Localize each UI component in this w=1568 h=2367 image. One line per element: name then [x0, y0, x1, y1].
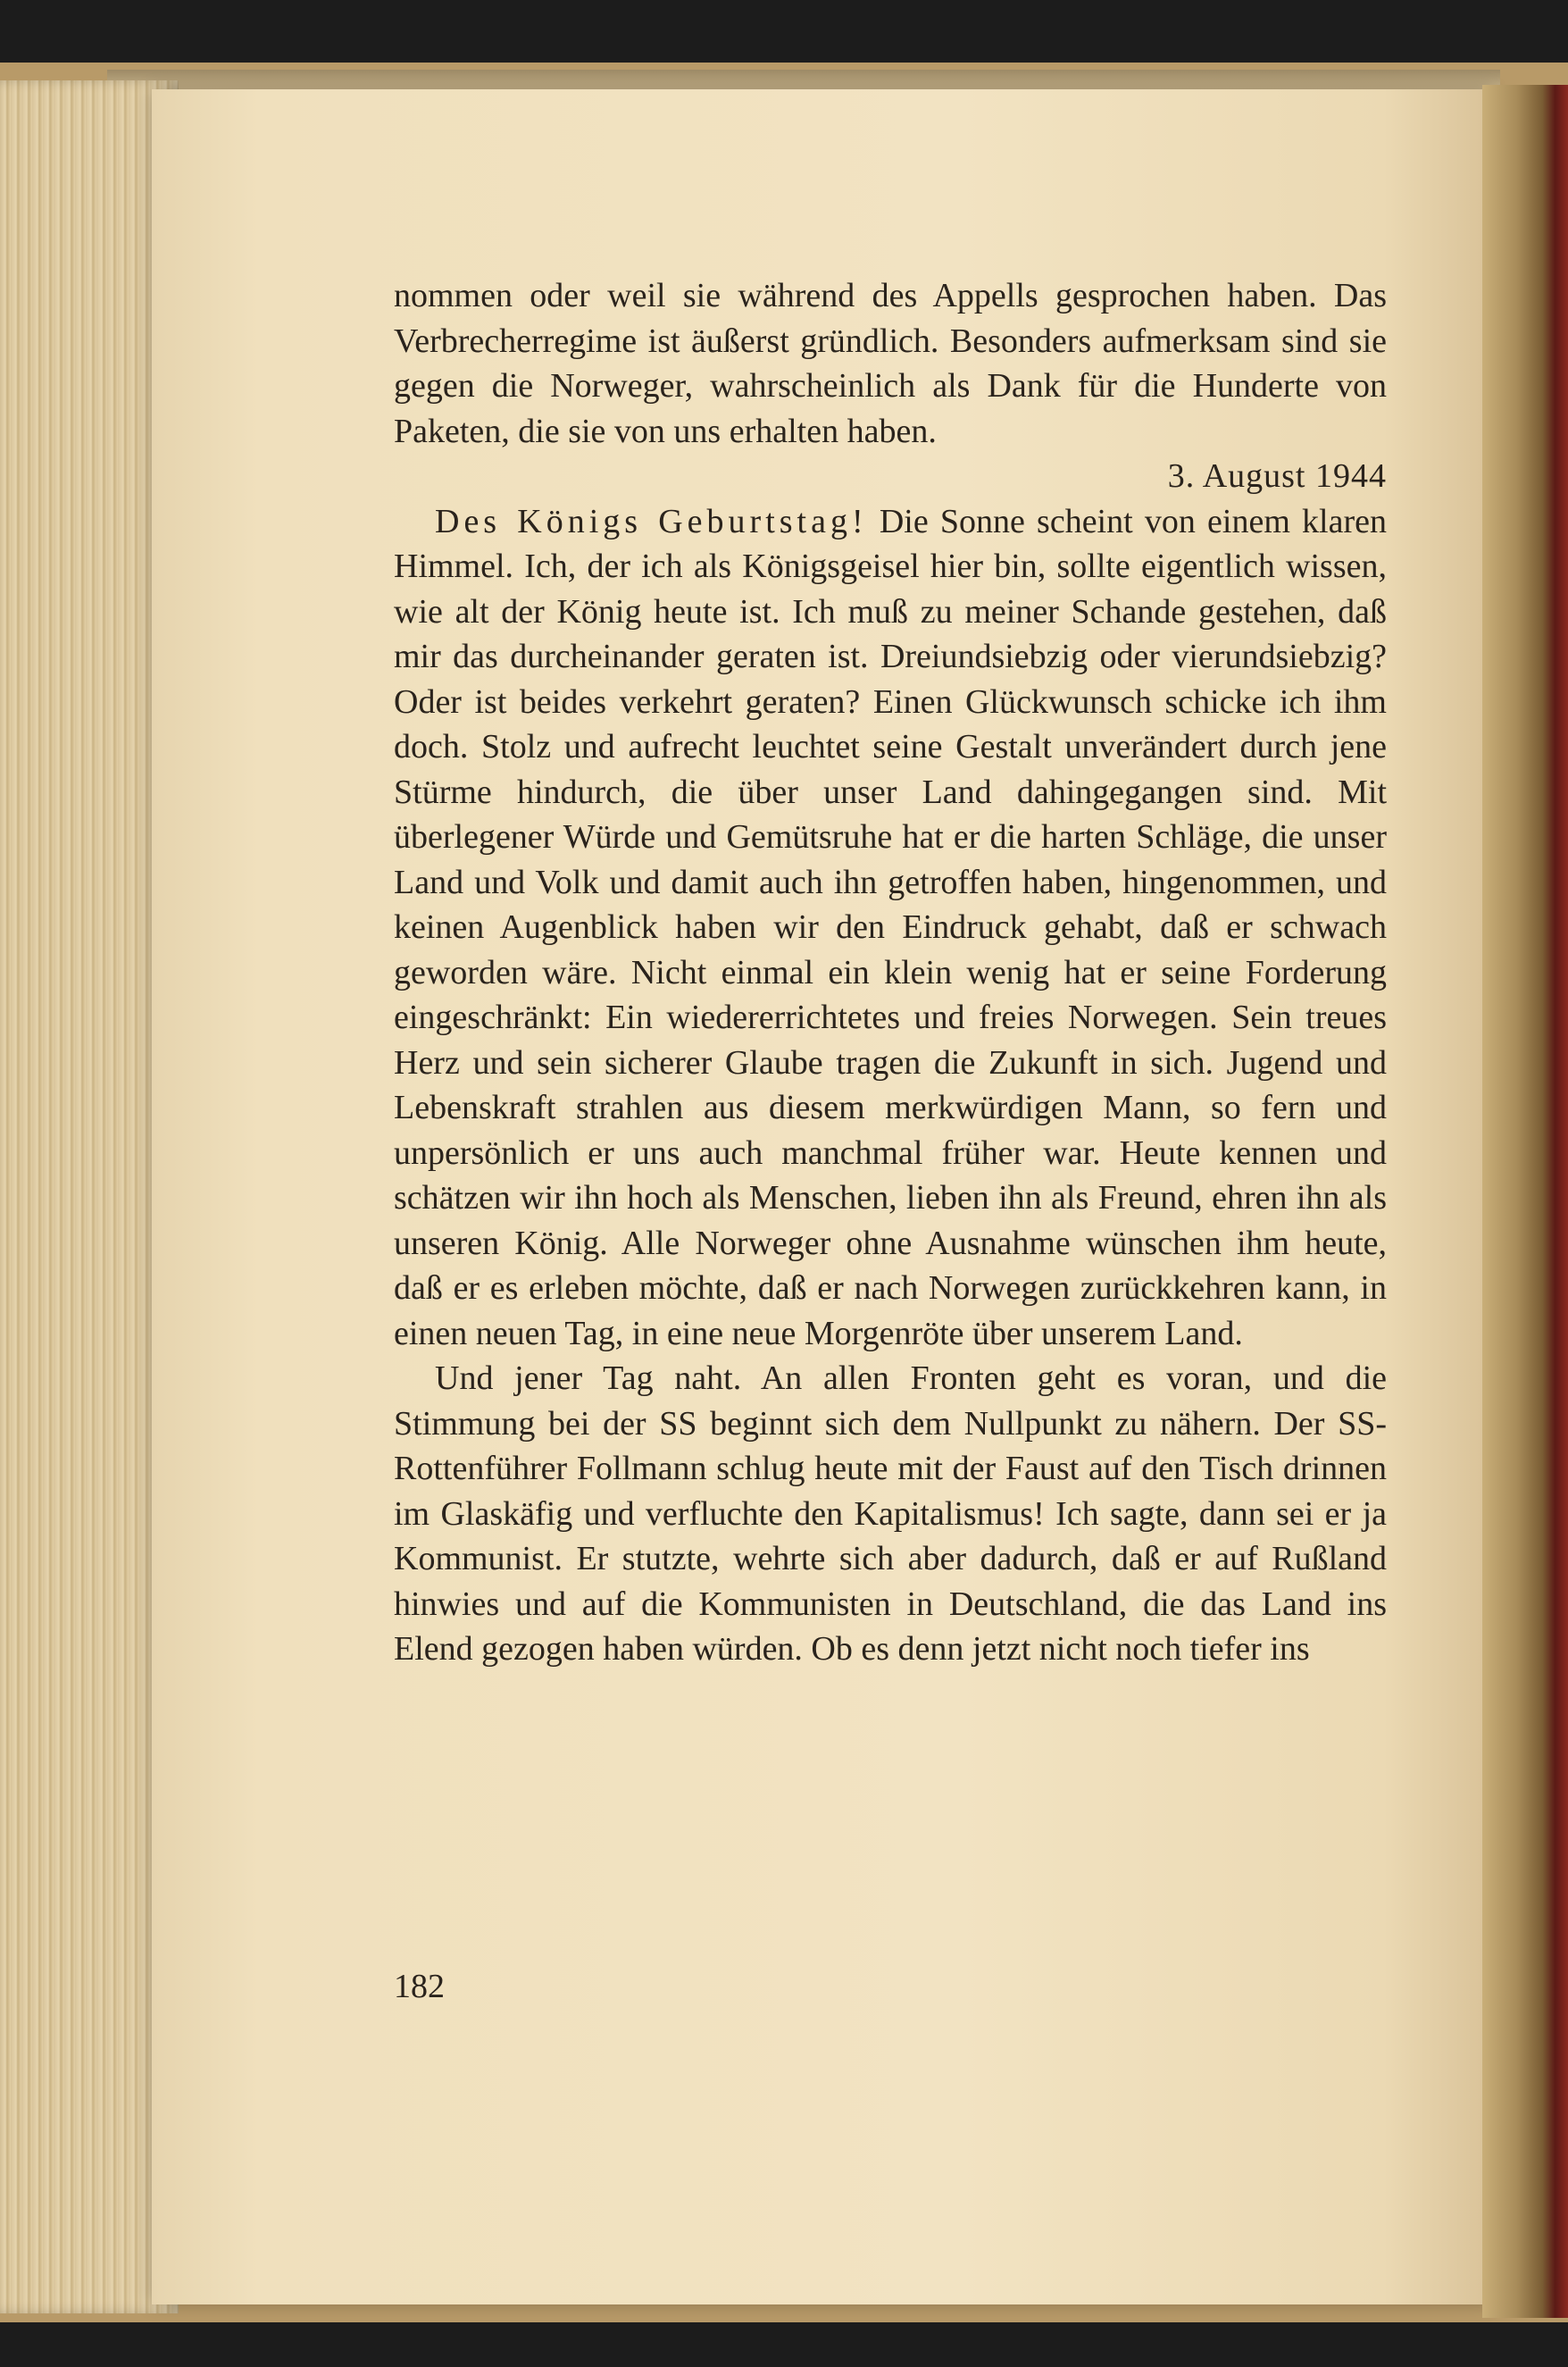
paragraph-birthday: [394, 499, 1387, 1357]
page-number: 182: [394, 1968, 445, 2005]
paragraph-previous-entry: nommen oder weil sie während des Appells gesprochen haben. Das Verbrecherregime ist äußerst gründlich. Besonders aufmerksam sind sie gegen die Norweger, wahrscheinlich als Dank für die Hunderte von Paketen, die sie von uns erhalten haben.: [394, 277, 1387, 450]
paragraph-ss-mood: Und jener Tag naht. An allen Fronten geht es voran, und die Stimmung bei der SS beginnt sich dem Nullpunkt zu nähern. Der SS-Rottenführer Follmann schlug heute mit der Faust auf den Tisch drinnen im Glaskäfig und verfluchte den Kapitalismus! Ich sagte, dann sei er ja Kommunist. Er stutzte, wehrte sich aber dadurch, daß er auf Rußland hinwies und auf die Kommunisten in Deutschland, die das Land ins Elend gezogen haben würden. Ob es denn jetzt nicht noch tiefer ins: [394, 1359, 1387, 1668]
paragraph-birthday-text: Die Sonne scheint von einem klaren Himmel. Ich, der ich als Königsgeisel hier bin, sollte eigentlich wissen, wie alt der König heute ist. Ich muß zu meiner Schande gestehen, daß mir das durcheinander geraten ist. Dreiundsiebzig oder vierundsiebzig? Oder ist beides verkehrt geraten? Einen Glückwunsch schicke ich ihm doch. Stolz und aufrecht leuchtet seine Gestalt unverändert durch jene Stürme hindurch, die über unser Land dahingegangen sind. Mit überlegener Würde und Gemütsruhe hat er die harten Schläge, die unser Land und Volk und damit auch ihn getroffen haben, hingenommen, und keinen Augenblick haben wir den Eindruck gehabt, daß er schwach geworden wäre. Nicht einmal ein klein wenig hat er seine Forderung eingeschränkt: Ein wiedererrichtetes und freies Norwegen. Sein treues Herz und sein sicherer Glaube tragen die Zukunft in sich. Jugend und Lebenskraft strahlen aus diesem merkwürdigen Mann, so fern und unpersönlich er uns auch manchmal früher war. Heute kennen und schätzen wir ihn hoch als Menschen, lieben ihn als Freund, ehren ihn als unseren König. Alle Norweger ohne Ausnahme wünschen ihm heute, daß er es erleben möchte, daß er nach Norwegen zurückkehren kann, in einen neuen Tag, in eine neue Morgenröte über unserem Land.: [394, 502, 1388, 1352]
spaced-opening: Des Königs Geburtstag!: [435, 502, 868, 540]
entry-date: 3. August 1944: [1167, 457, 1387, 495]
book-spine: [1482, 85, 1568, 2318]
page-text: [394, 273, 1387, 1672]
